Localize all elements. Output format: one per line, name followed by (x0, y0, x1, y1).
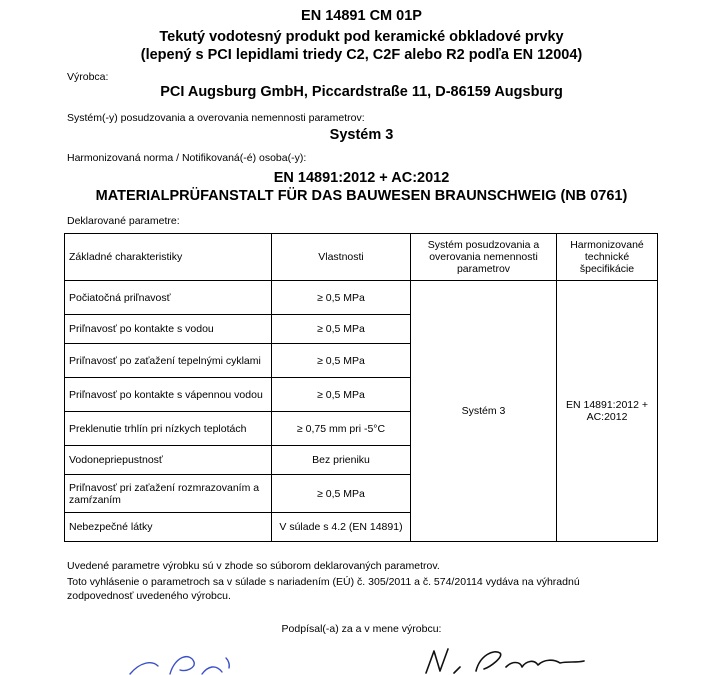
manufacturer-label: Výrobca: (67, 71, 109, 83)
responsibility-line-2: zodpovednosť uvedeného výrobcu. (67, 590, 231, 602)
row-characteristic: Počiatočná priľnavosť (65, 281, 272, 315)
notified-body: MATERIALPRÜFANSTALT FÜR DAS BAUWESEN BRAUNSCHWEIG (NB 0761) (95, 188, 628, 204)
row-characteristic: Priľnavosť po kontakte s vodou (65, 315, 272, 344)
declared-label: Deklarované parametre: (67, 215, 180, 227)
row-characteristic: Vodonepriepustnosť (65, 446, 272, 475)
spec-cell: EN 14891:2012 + AC:2012 (557, 281, 658, 542)
system-value: Systém 3 (329, 127, 394, 143)
row-property: V súlade s 4.2 (EN 14891) (272, 513, 411, 542)
system-label: Systém(-y) posudzovania a overovania nemennosti parametrov: (67, 112, 365, 124)
row-property: ≥ 0,5 MPa (272, 281, 411, 315)
harmonized-standard: EN 14891:2012 + AC:2012 (273, 170, 450, 186)
row-characteristic: Priľnavosť po zaťažení tepelnými cyklami (65, 344, 272, 378)
product-title: Tekutý vodotesný produkt pod keramické obkladové prvky (159, 29, 564, 45)
signed-label: Podpísal(-a) za a v mene výrobcu: (281, 623, 442, 635)
system-cell: Systém 3 (411, 281, 557, 542)
table-row (65, 281, 658, 315)
row-property: ≥ 0,5 MPa (272, 344, 411, 378)
signature-right (420, 645, 590, 675)
harmonized-label: Harmonizovaná norma / Notifikovaná(-é) osoba(-y): (67, 152, 307, 164)
row-characteristic: Priľnavosť pri zaťažení rozmrazovaním a zamŕzaním (65, 475, 272, 513)
row-characteristic: Preklenutie trhlín pri nízkych teplotách (65, 412, 272, 446)
manufacturer-value: PCI Augsburg GmbH, Piccardstraße 11, D-86159 Augsburg (160, 84, 563, 100)
row-characteristic: Nebezpečné látky (65, 513, 272, 542)
header-characteristic: Základné charakteristiky (65, 234, 272, 281)
table-header-row (65, 234, 658, 281)
row-characteristic: Priľnavosť po kontakte s vápennou vodou (65, 378, 272, 412)
row-property: ≥ 0,75 mm pri -5°C (272, 412, 411, 446)
signature-left (120, 652, 260, 675)
row-property: ≥ 0,5 MPa (272, 378, 411, 412)
responsibility-line-1: Toto vyhlásenie o parametroch sa v súlade s nariadením (EÚ) č. 305/2011 a č. 574/20114 vydáva na výhradnú (67, 576, 580, 588)
parameters-table (64, 233, 658, 542)
header-system: Systém posudzovania a overovania nemennosti parametrov (411, 234, 557, 281)
header-property: Vlastnosti (272, 234, 411, 281)
row-property: ≥ 0,5 MPa (272, 475, 411, 513)
document-code: EN 14891 CM 01P (301, 8, 422, 24)
conformity-statement: Uvedené parametre výrobku sú v zhode so súborom deklarovaných parametrov. (67, 560, 440, 572)
row-property: ≥ 0,5 MPa (272, 315, 411, 344)
product-subtitle: (lepený s PCI lepidlami triedy C2, C2F alebo R2 podľa EN 12004) (140, 47, 583, 63)
row-property: Bez prieniku (272, 446, 411, 475)
header-spec: Harmonizované technické špecifikácie (557, 234, 658, 281)
